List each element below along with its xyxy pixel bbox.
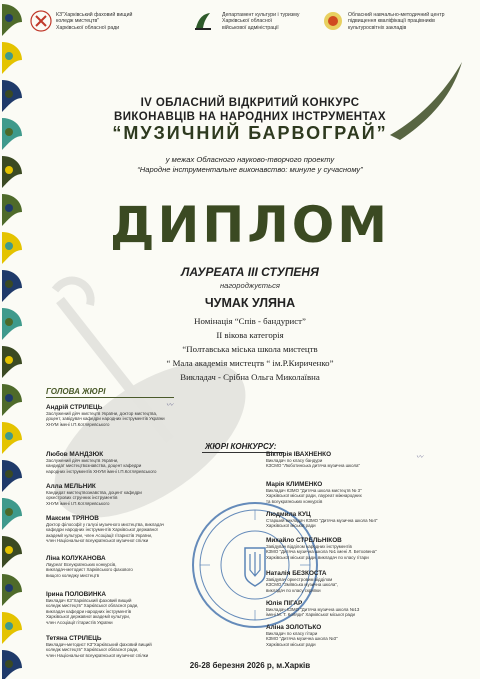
desc-line: Харківської міської ради — [266, 523, 316, 529]
member-name: Юлія ПІГАР — [266, 600, 303, 607]
desc-line: Викладач по класу бандури — [266, 458, 323, 463]
project-name: “Народне інструментальне виконавство: минуле у сучасному” — [137, 165, 363, 174]
desc-line: КЗСМО "Люботинська дитяча музична школа" — [266, 463, 361, 469]
member-description — [46, 522, 211, 544]
desc-line: член Національної всеукраїнської музичної спілки — [46, 652, 149, 658]
desc-line: викладач-методист Харківського фахового — [46, 567, 133, 573]
desc-line: кандидат мистецтвознавства, доцент кафедри — [46, 463, 142, 469]
desc-line: Заслужений діяч мистецтв України, — [46, 458, 119, 463]
member-description — [266, 577, 450, 593]
member-name: Ірина ПОЛОВИНКА — [46, 591, 106, 598]
desc-line: КЗМО "Дитяча музична школа №1 імені Л. Бетховена" — [266, 549, 377, 555]
age-category: ІІ вікова категорія — [216, 330, 284, 340]
teacher: Викладач - Срібна Ольга Миколаївна — [180, 372, 320, 382]
member-name: Людмила КУЦ — [266, 511, 311, 518]
desc-line: академії культури, член Асоціації гітаристів України, — [46, 532, 153, 538]
desc-line: народних інструментів ХНУМ імені І.П.Котляревського — [46, 468, 157, 474]
laureate-degree: ЛАУРЕАТА ІІІ СТУПЕНЯ — [181, 265, 319, 279]
title-line: ВИКОНАВЦІВ НА НАРОДНИХ ІНСТРУМЕНТАХ — [114, 111, 386, 123]
desc-line: Харківської міської ради, викладач по класу гітари — [266, 554, 369, 560]
college-line: Харківської обласної ради — [56, 24, 120, 31]
member-description — [46, 458, 211, 474]
center-line: Обласний навчально-методичний центр — [348, 12, 445, 18]
desc-line: оркестрових струнних інструментів — [46, 495, 118, 501]
desc-line: Харківської міської ради, лауреат міжнародних — [266, 493, 362, 499]
desc-line: Кандидат мистецтвознавства, доцент кафедри — [46, 490, 142, 495]
jury-member — [46, 635, 211, 658]
desc-line: ХНУМ імені І.П.Котляревського — [46, 421, 110, 427]
desc-line: кафедри народних інструментів Харківської державної — [46, 527, 158, 533]
center-line: культуросвітніх закладів — [348, 24, 407, 31]
recipient-name: ЧУМАК УЛЯНА — [204, 296, 296, 310]
desc-line: коледж мистецтв" Харківської обласної ради, — [46, 603, 139, 609]
jury-member — [266, 624, 450, 647]
desc-line: Завідувач оркестровим відділом — [266, 577, 333, 582]
member-description — [46, 490, 211, 506]
event-date-place: 26-28 березня 2026 р, м.Харків — [189, 661, 311, 670]
desc-line: Викладач-методист КЗ"Харківський фаховий вищий — [46, 642, 152, 647]
nomination: Номінація “Спів - бандурист” — [194, 316, 306, 326]
desc-line: КЗМО "Дитяча музична школа №3" — [266, 636, 338, 642]
desc-line: імені М. Т. Коляди" Харківської міської ради — [266, 612, 355, 618]
college-line: коледж мистецтв" — [56, 18, 100, 25]
member-name: Марія КЛИМЕНКО — [266, 481, 323, 488]
desc-line: член Асоціації гітаристів України — [46, 619, 113, 625]
jury-member — [46, 515, 211, 544]
heading-underline — [46, 397, 174, 398]
desc-line: Лауреат Всеукраїнських конкурсів, — [46, 562, 117, 567]
member-name: Алла МЕЛЬНИК — [46, 483, 96, 490]
member-name: Любов МАНДЗЮК — [46, 451, 104, 458]
title-line: IV ОБЛАСНИЙ ВІДКРИТИЙ КОНКУРС — [140, 97, 360, 109]
school-line: “Полтавська міська школа мистецтв — [182, 344, 318, 354]
desc-line: Харківської міської ради — [266, 641, 316, 647]
desc-line: ХНУМ імені І.П.Котляревського — [46, 500, 110, 506]
jury-member — [46, 591, 211, 625]
member-name: Михайло СТРЕЛЬНІКОВ — [266, 537, 342, 544]
member-description — [46, 411, 236, 427]
desc-line: доцент, завідувач кафедри народних інструментів України — [46, 416, 165, 422]
department-line: військової адміністрації — [222, 24, 279, 31]
desc-line: Викладач КЗМО "Дитяча музична школа №13 — [266, 607, 360, 612]
project-subtitle: у межах Обласного науково-творчого проекту — [165, 155, 335, 164]
contest-title — [40, 96, 460, 124]
member-description — [266, 488, 450, 504]
desc-line: коледж мистецтв" Харківської обласної ради, — [46, 647, 139, 653]
department-line: Харківської обласної — [222, 18, 273, 25]
school-line: “ Мала академія мистецтв “ ім.Р.Кириченко” — [166, 358, 334, 368]
head-jury-heading: ГОЛОВА ЖЮРІ — [46, 387, 106, 396]
member-description — [266, 518, 450, 529]
member-name: Андрій СТРІЛЕЦЬ — [46, 404, 103, 411]
contest-name: “МУЗИЧНИЙ БАРВОГРАЙ” — [112, 123, 388, 143]
member-name: Тетяна СТРІЛЕЦЬ — [46, 635, 102, 642]
member-description — [46, 642, 211, 658]
jury-heading: ЖЮРІ КОНКУРСУ: — [205, 442, 277, 451]
jury-member — [46, 451, 211, 474]
desc-line: Завідувач відділом народних інструментів — [266, 544, 352, 549]
desc-line: викладач по класу скрипки — [266, 587, 321, 593]
desc-line: та всеукраїнських конкурсів — [266, 498, 323, 504]
member-name: Вікторія ІВАХНЕНКО — [266, 451, 332, 458]
signature-icon: 〰︎ — [416, 453, 423, 461]
jury-member — [266, 511, 450, 529]
signature-icon: 〰︎ — [166, 401, 173, 409]
member-description — [46, 598, 211, 625]
desc-line: вищого коледжу мистецтв — [46, 572, 100, 578]
desc-line: КЗСМО "Зміївська музична школа", — [266, 582, 339, 588]
member-description — [266, 607, 450, 618]
member-name: Аліна ЗОЛОТЬКО — [266, 624, 322, 631]
desc-line: Заслужений діяч мистецтв України, доктор мистецтва, — [46, 411, 158, 416]
center-line: підвищення кваліфікації працівників — [348, 18, 435, 25]
desc-line: викладач кафедри народних інструментів — [46, 608, 132, 614]
member-description — [46, 562, 211, 578]
desc-line: Викладач КЗМО "Дитяча школа мистецтв № 3" — [266, 488, 362, 493]
head-jury-member — [46, 404, 236, 427]
member-name: Максим ТРЯНОВ — [46, 515, 99, 522]
jury-member — [266, 537, 450, 560]
jury-member — [46, 555, 211, 578]
member-description — [266, 544, 450, 560]
jury-member — [266, 600, 450, 618]
awarded-label: нагороджується — [220, 281, 280, 290]
member-name: Наталія БЕЗКОСТА — [266, 570, 327, 577]
desc-line: Доктор філософії у галузі музичного мистецтва, викладач — [46, 522, 164, 527]
desc-line: Викладач КЗ"Харківський фаховий вищий — [46, 598, 132, 603]
department-line: Департамент культури і туризму — [222, 12, 300, 18]
desc-line: Викладач по класу гітари — [266, 631, 318, 636]
member-description — [266, 631, 450, 647]
jury-member — [46, 483, 211, 506]
desc-line: Старший викладач КЗМО "Дитяча музична школа №4" — [266, 518, 378, 523]
college-line: КЗ"Харківський фаховий вищий — [56, 12, 133, 18]
jury-member — [266, 481, 450, 504]
diploma-heading: ДИПЛОМ — [109, 196, 390, 254]
desc-line: член Національної всеукраїнської музичної спілки — [46, 538, 149, 544]
member-name: Ліна КОЛУКАНОВА — [46, 555, 106, 562]
desc-line: Харківської державної академії культури, — [46, 614, 131, 620]
jury-member — [266, 570, 450, 593]
